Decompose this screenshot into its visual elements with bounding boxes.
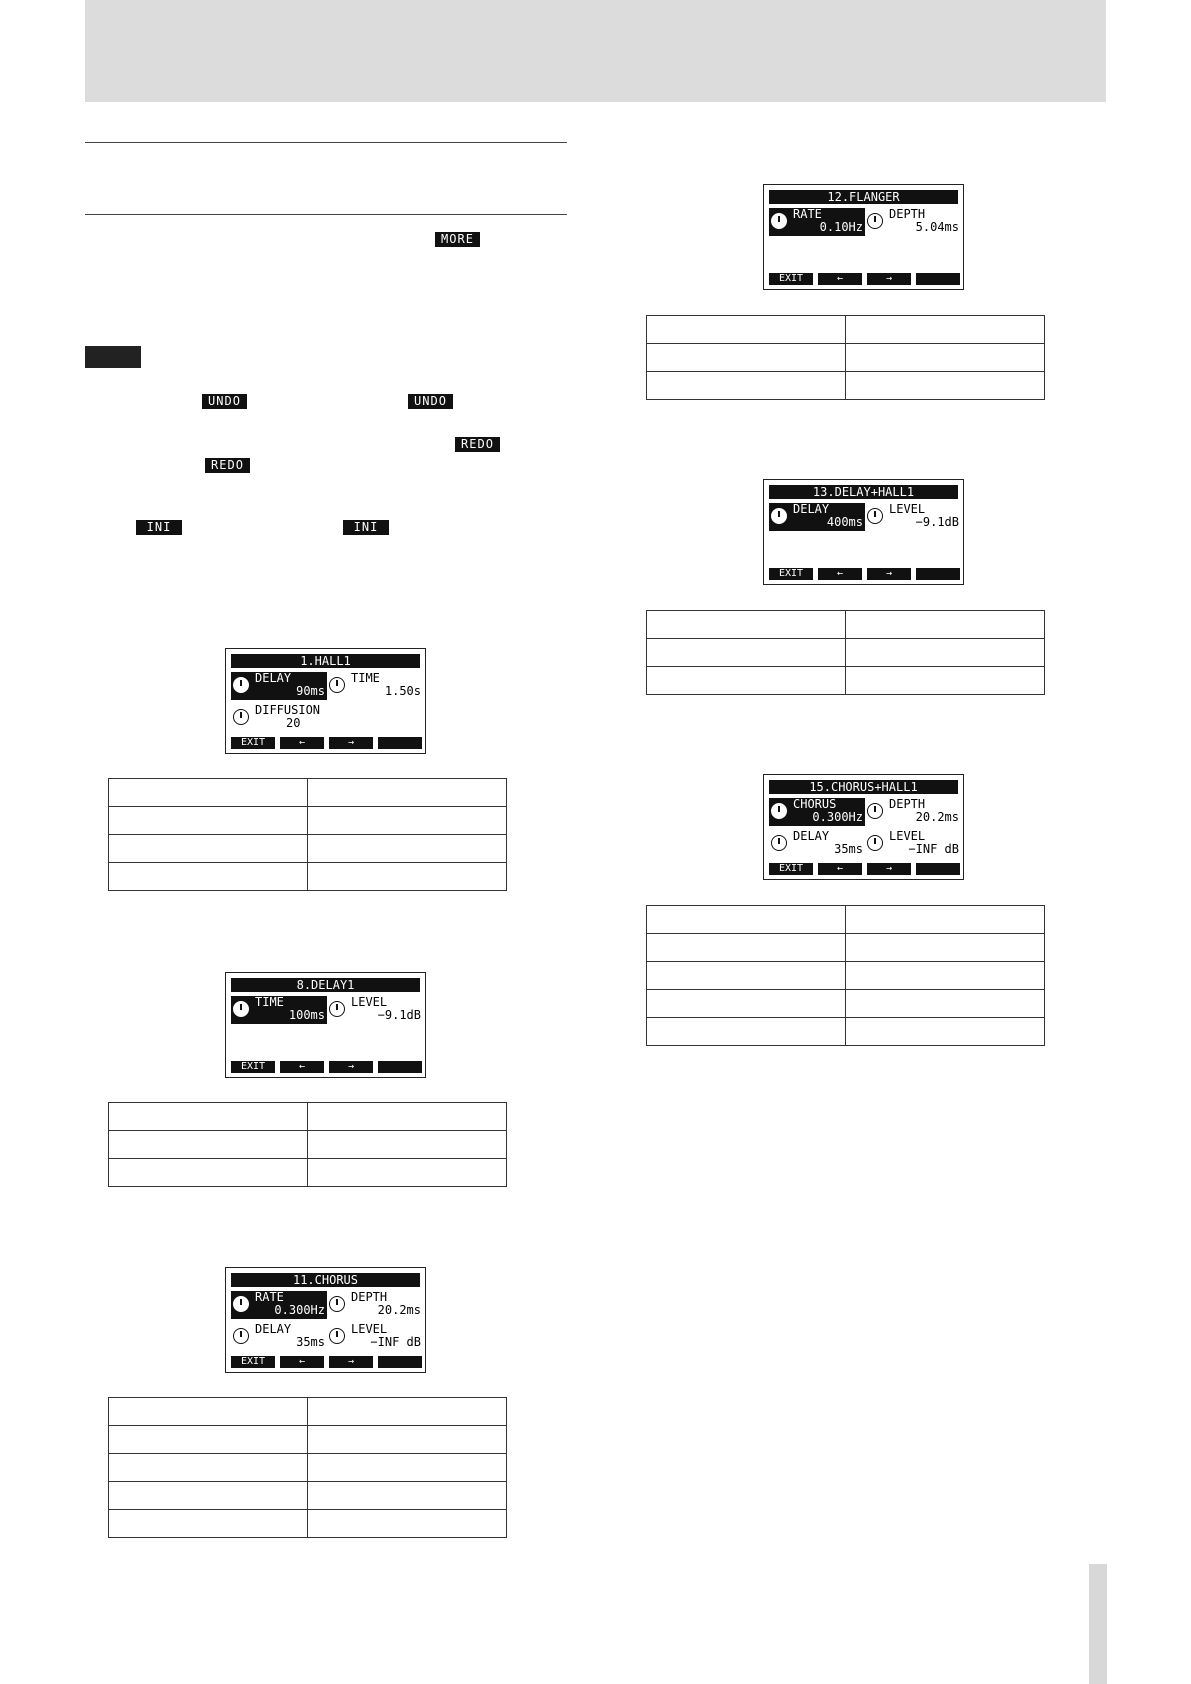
param-table-hall1 <box>108 778 507 891</box>
param-name: CHORUS <box>793 797 837 811</box>
param-value: 20.2ms <box>377 1303 421 1317</box>
knob-icon <box>233 1296 249 1312</box>
param-value: 400ms <box>826 515 863 529</box>
param-name: DELAY <box>793 829 830 843</box>
knob-icon <box>771 508 787 524</box>
param-value: 0.10Hz <box>819 220 863 234</box>
param-rate <box>231 1291 327 1319</box>
param-name: RATE <box>255 1290 284 1304</box>
param-level <box>865 503 961 531</box>
param-time <box>231 996 327 1024</box>
fkey-exit[interactable]: EXIT <box>769 568 813 580</box>
section-rule-top <box>85 142 567 143</box>
lcd-screen-flanger <box>763 184 964 290</box>
fkey-blank[interactable] <box>916 568 960 580</box>
fkey-exit[interactable]: EXIT <box>231 737 275 749</box>
redo-key-badge: REDO <box>455 437 500 452</box>
knob-icon <box>867 835 883 851</box>
fkey-exit[interactable]: EXIT <box>231 1061 275 1073</box>
knob-icon <box>233 709 249 725</box>
param-value: 35ms <box>834 842 863 856</box>
param-rate <box>769 208 865 236</box>
undo-key-badge: UNDO <box>202 394 247 409</box>
param-value: −INF dB <box>908 842 959 856</box>
param-table-delay1 <box>108 1102 507 1187</box>
knob-icon <box>329 1328 345 1344</box>
param-table-flanger <box>646 315 1045 400</box>
param-value: 0.300Hz <box>274 1303 325 1317</box>
lcd-screen-delay1 <box>225 972 426 1078</box>
fkey-left-arrow[interactable]: ← <box>280 737 324 749</box>
param-value: 20.2ms <box>915 810 959 824</box>
knob-icon <box>329 1296 345 1312</box>
param-diffusion <box>231 704 341 732</box>
param-name: DEPTH <box>351 1290 388 1304</box>
knob-icon <box>233 677 249 693</box>
fkey-blank[interactable] <box>378 1356 422 1368</box>
param-value: −9.1dB <box>377 1008 421 1022</box>
fkey-left-arrow[interactable]: ← <box>818 273 862 285</box>
param-depth <box>865 208 961 236</box>
fkey-blank[interactable] <box>378 1061 422 1073</box>
fkey-blank[interactable] <box>916 273 960 285</box>
knob-icon <box>867 803 883 819</box>
knob-icon <box>233 1328 249 1344</box>
param-level <box>865 830 961 858</box>
param-name: DELAY <box>255 671 292 685</box>
lcd-title: 8.DELAY1 <box>231 978 420 992</box>
lcd-title: 13.DELAY+HALL1 <box>769 485 958 499</box>
param-value: −9.1dB <box>915 515 959 529</box>
lcd-screen-chorus-hall1 <box>763 774 964 880</box>
lcd-screen-chorus <box>225 1267 426 1373</box>
lcd-screen-hall1 <box>225 648 426 754</box>
param-name: LEVEL <box>889 502 926 516</box>
lcd-screen-delay-hall1 <box>763 479 964 585</box>
param-name: DELAY <box>255 1322 292 1336</box>
fkey-left-arrow[interactable]: ← <box>280 1061 324 1073</box>
knob-icon <box>867 508 883 524</box>
param-name: LEVEL <box>889 829 926 843</box>
param-name: TIME <box>351 671 380 685</box>
param-value: 35ms <box>296 1335 325 1349</box>
fkey-right-arrow[interactable]: → <box>867 863 911 875</box>
fkey-right-arrow[interactable]: → <box>329 1356 373 1368</box>
param-chorus <box>769 798 865 826</box>
lcd-title: 15.CHORUS+HALL1 <box>769 780 958 794</box>
fkey-blank[interactable] <box>378 737 422 749</box>
page-side-tab <box>1089 1564 1107 1684</box>
fkey-blank[interactable] <box>916 863 960 875</box>
param-name: RATE <box>793 207 822 221</box>
fkey-right-arrow[interactable]: → <box>867 568 911 580</box>
param-value: 5.04ms <box>915 220 959 234</box>
lcd-title: 12.FLANGER <box>769 190 958 204</box>
lcd-title: 11.CHORUS <box>231 1273 420 1287</box>
param-value: −INF dB <box>370 1335 421 1349</box>
param-name: LEVEL <box>351 1322 388 1336</box>
param-value: 100ms <box>288 1008 325 1022</box>
param-name: DEPTH <box>889 797 926 811</box>
param-table-delay-hall1 <box>646 610 1045 695</box>
redo-key-badge-2: REDO <box>205 458 250 473</box>
section-rule-bottom <box>85 214 567 215</box>
knob-icon <box>771 803 787 819</box>
fkey-right-arrow[interactable]: → <box>867 273 911 285</box>
param-time <box>327 672 423 700</box>
param-table-chorus-hall1 <box>646 905 1045 1046</box>
param-name: DELAY <box>793 502 830 516</box>
param-table-chorus <box>108 1397 507 1538</box>
fkey-left-arrow[interactable]: ← <box>818 568 862 580</box>
param-value: 90ms <box>296 684 325 698</box>
knob-icon <box>771 835 787 851</box>
param-value: 0.300Hz <box>812 810 863 824</box>
fkey-exit[interactable]: EXIT <box>769 863 813 875</box>
param-name: DIFFUSION <box>255 703 321 717</box>
knob-icon <box>867 213 883 229</box>
knob-icon <box>233 1001 249 1017</box>
param-name: LEVEL <box>351 995 388 1009</box>
ini-key-badge-2: INI <box>343 520 389 535</box>
fkey-right-arrow[interactable]: → <box>329 1061 373 1073</box>
param-depth <box>327 1291 423 1319</box>
knob-icon <box>329 677 345 693</box>
fkey-right-arrow[interactable]: → <box>329 737 373 749</box>
fkey-left-arrow[interactable]: ← <box>280 1356 324 1368</box>
fkey-left-arrow[interactable]: ← <box>818 863 862 875</box>
page-header-band <box>85 0 1106 102</box>
param-depth <box>865 798 961 826</box>
fkey-exit[interactable]: EXIT <box>769 273 813 285</box>
param-delay <box>769 830 865 858</box>
param-delay <box>769 503 865 531</box>
param-level <box>327 996 423 1024</box>
more-key-badge: MORE <box>435 232 480 247</box>
knob-icon <box>771 213 787 229</box>
param-level <box>327 1323 423 1351</box>
param-delay <box>231 672 327 700</box>
undo-key-badge-2: UNDO <box>408 394 453 409</box>
param-name: TIME <box>255 995 284 1009</box>
fkey-exit[interactable]: EXIT <box>231 1356 275 1368</box>
param-name: DEPTH <box>889 207 926 221</box>
note-label-box <box>85 346 141 368</box>
ini-key-badge: INI <box>136 520 182 535</box>
param-delay <box>231 1323 327 1351</box>
lcd-title: 1.HALL1 <box>231 654 420 668</box>
knob-icon <box>329 1001 345 1017</box>
param-value: 20 <box>286 716 301 730</box>
param-value: 1.50s <box>384 684 421 698</box>
